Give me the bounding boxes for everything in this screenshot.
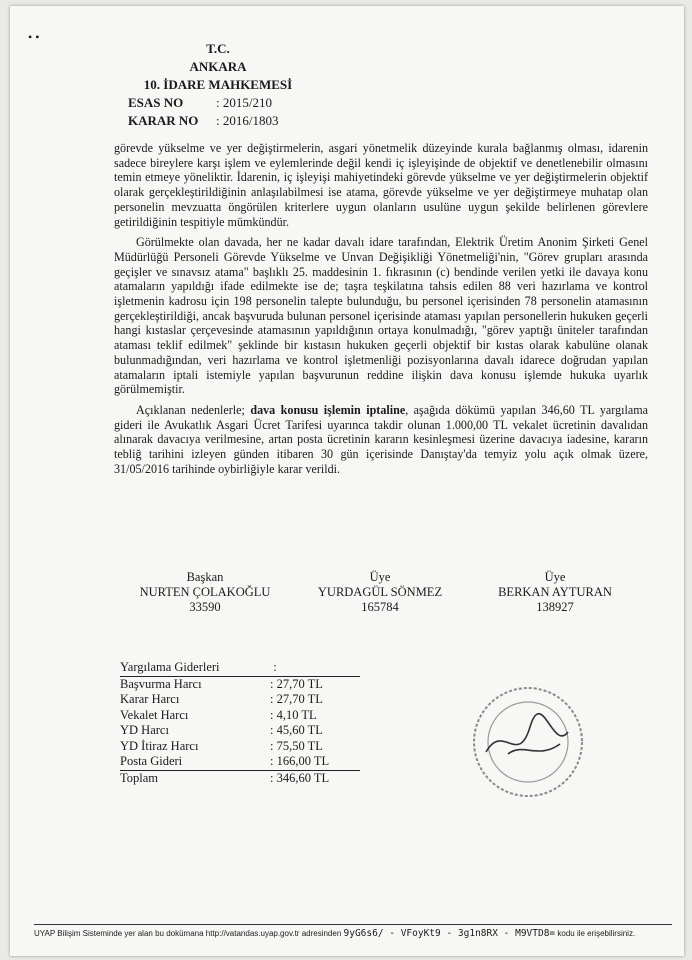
footer-text-post: kodu ile erişebilirsiniz.	[557, 929, 636, 938]
paragraph-3-bold: dava konusu işlemin iptaline	[250, 402, 406, 417]
costs-title-colon: :	[270, 660, 280, 676]
signature-name: YURDAGÜL SÖNMEZ	[317, 585, 443, 599]
footer-text-pre: UYAP Bilişim Sisteminde yer alan bu dokümana http://vatandas.uyap.gov.tr adresinden	[34, 929, 342, 938]
scan-marks: • •	[28, 30, 40, 44]
paragraph-3	[114, 403, 648, 477]
cost-label: Posta Gideri	[120, 754, 270, 770]
cost-amount: : 27,70 TL	[270, 692, 323, 706]
stamp-outer-ring	[474, 688, 582, 796]
signature-block	[120, 570, 640, 615]
signature-name: NURTEN ÇOLAKOĞLU	[139, 585, 271, 599]
header-tc: T.C.	[206, 41, 230, 56]
karar-no-label: KARAR NO	[128, 113, 199, 128]
signature-member-1	[295, 570, 465, 615]
cost-amount: : 166,00 TL	[270, 754, 360, 770]
cost-label: YD Harcı	[120, 723, 169, 737]
cost-label: YD İtiraz Harcı	[120, 738, 199, 753]
stamp-inner-ring	[488, 702, 568, 782]
signature-scribble	[486, 714, 568, 754]
table-row	[120, 739, 360, 755]
table-row	[120, 754, 360, 770]
footer-access-code: 9yG6s6/ - VFoyKt9 - 3g1n8RX - M9VTD8=	[343, 928, 556, 939]
paragraph-3-post: , aşağıda dökümü yapılan 346,60 TL yargılama gideri ile Avukatlık Asgari Ücret Tarifesi uyarınca takdir olunan 1.000,00 TL vekalet ücretinin davalıdan alınarak davacıya verilmesine, artan posta ücretinin kararın kesinleşmesi üzerine davacıya iadesine, kararın tebliğ tarihini izleyen günden itibaren 30 gün içerisinde Danıştay'da temyiz yolu açık olmak üzere, 31/05/2016 tarihinde oybirliğiyle karar verildi.	[114, 402, 648, 476]
cost-amount: : 45,60 TL	[270, 723, 323, 737]
esas-no-row	[128, 94, 308, 112]
paragraph-2: Görülmekte olan davada, her ne kadar davalı idare tarafından, Elektrik Üretim Anonim Şirketi Genel Müdürlüğü Personeli Görevde Yükselme ve Unvan Değişikliği Yönetmeliği'nin, "Görev grupları arasında geçişler ve sınavsız atama" başlıklı 25. maddesinin 1. fıkrasının (c) bendinde verilen yetki ile davaya konu atamaların yapıldığı ifade edilmekte ise de; taşra teşkilatına tahsis edilen 88 veri hazırlama ve kontrol işletmenin kadrosu için 198 personelin talepte bulunduğu, bu personel içerisinden 78 personelin atamasının gerçekleştirildiği, ancak başvuruda bulunan personel içerisinde ataması yapılan personellerin hukuken geçerli hangi kıstaslar çerçevesinde atamasının yapıldığının ortaya konulmadığı, "görev yaptığı üniteler tarafından ataması teklif edilmek" şeklinde bir kıstasın hukuken geçerli objektif bir kıstas olarak kabulüne olanak bulunmadığından, veri hazırlama ve kontrol işletmenliği pozisyonlarına davalı idarece doğrudan yapılan atamaların iptali istemiyle yapılan başvurunun reddine ilişkin dava konusu işlemde hukuka uyarlık görülmemiştir.	[114, 235, 648, 397]
signature-role: Başkan	[186, 570, 224, 584]
cost-total-label: Toplam	[120, 770, 159, 785]
document-page	[10, 6, 684, 956]
karar-no-value: : 2016/1803	[216, 113, 279, 128]
signature-chair	[120, 570, 290, 615]
signature-role: Üye	[544, 570, 566, 584]
esas-no-label: ESAS NO	[128, 95, 184, 110]
costs-header-row	[120, 660, 360, 676]
costs-total-row	[120, 770, 360, 786]
cost-amount: : 4,10 TL	[270, 707, 317, 722]
cost-total-amount: : 346,60 TL	[270, 770, 330, 785]
table-row	[120, 692, 360, 708]
cost-label: Başvurma Harcı	[120, 676, 202, 691]
signature-number: 138927	[536, 600, 574, 614]
signature-role: Üye	[369, 570, 391, 584]
signature-name: BERKAN AYTURAN	[498, 585, 612, 599]
header-court: 10. İDARE MAHKEMESİ	[143, 77, 293, 92]
table-row	[120, 676, 360, 692]
costs-title: Yargılama Giderleri	[120, 660, 270, 676]
paragraph-1: görevde yükselme ve yer değiştirmelerin, asgari yönetmelik düzeyinde kurala bağlanmış olması, idarenin sadece bireylere karşı işlem ve eylemlerinde değil kendi iç işleyişinde de objektif ve denetlenebilir olmasını temin etmeye yöneliktir. İdarenin, iç işleyişi mahiyetindeki görevde yükselme ve yer değiştirmelerin objektif olarak gerçekleştirildiğinin anlaşılabilmesi ise atama, görevde yükselme ve yer değiştirmeye muhatap olan personelin mevzuatta öngörülen kriterlere uygun olanların usulüne uygun şekilde belirlenen görevlere getirildiğinin tespitiyle mümkündür.	[114, 141, 648, 229]
cost-label: Vekalet Harcı	[120, 707, 189, 722]
cost-label: Karar Harcı	[120, 692, 180, 706]
karar-no-row	[128, 112, 308, 130]
court-header	[128, 40, 308, 130]
paragraph-3-pre: Açıklanan nedenlerle;	[136, 402, 251, 417]
table-row	[120, 723, 360, 739]
court-costs-table	[120, 660, 360, 786]
table-row	[120, 708, 360, 724]
decision-body	[114, 141, 648, 482]
court-seal-stamp	[468, 682, 588, 802]
header-city: ANKARA	[189, 59, 247, 74]
cost-amount: : 75,50 TL	[270, 738, 323, 753]
uyap-footer	[34, 924, 672, 939]
signature-number: 33590	[189, 600, 221, 614]
signature-member-2	[470, 570, 640, 615]
esas-no-value: : 2015/210	[216, 95, 272, 110]
signature-number: 165784	[361, 600, 399, 614]
cost-amount: : 27,70 TL	[270, 676, 323, 691]
